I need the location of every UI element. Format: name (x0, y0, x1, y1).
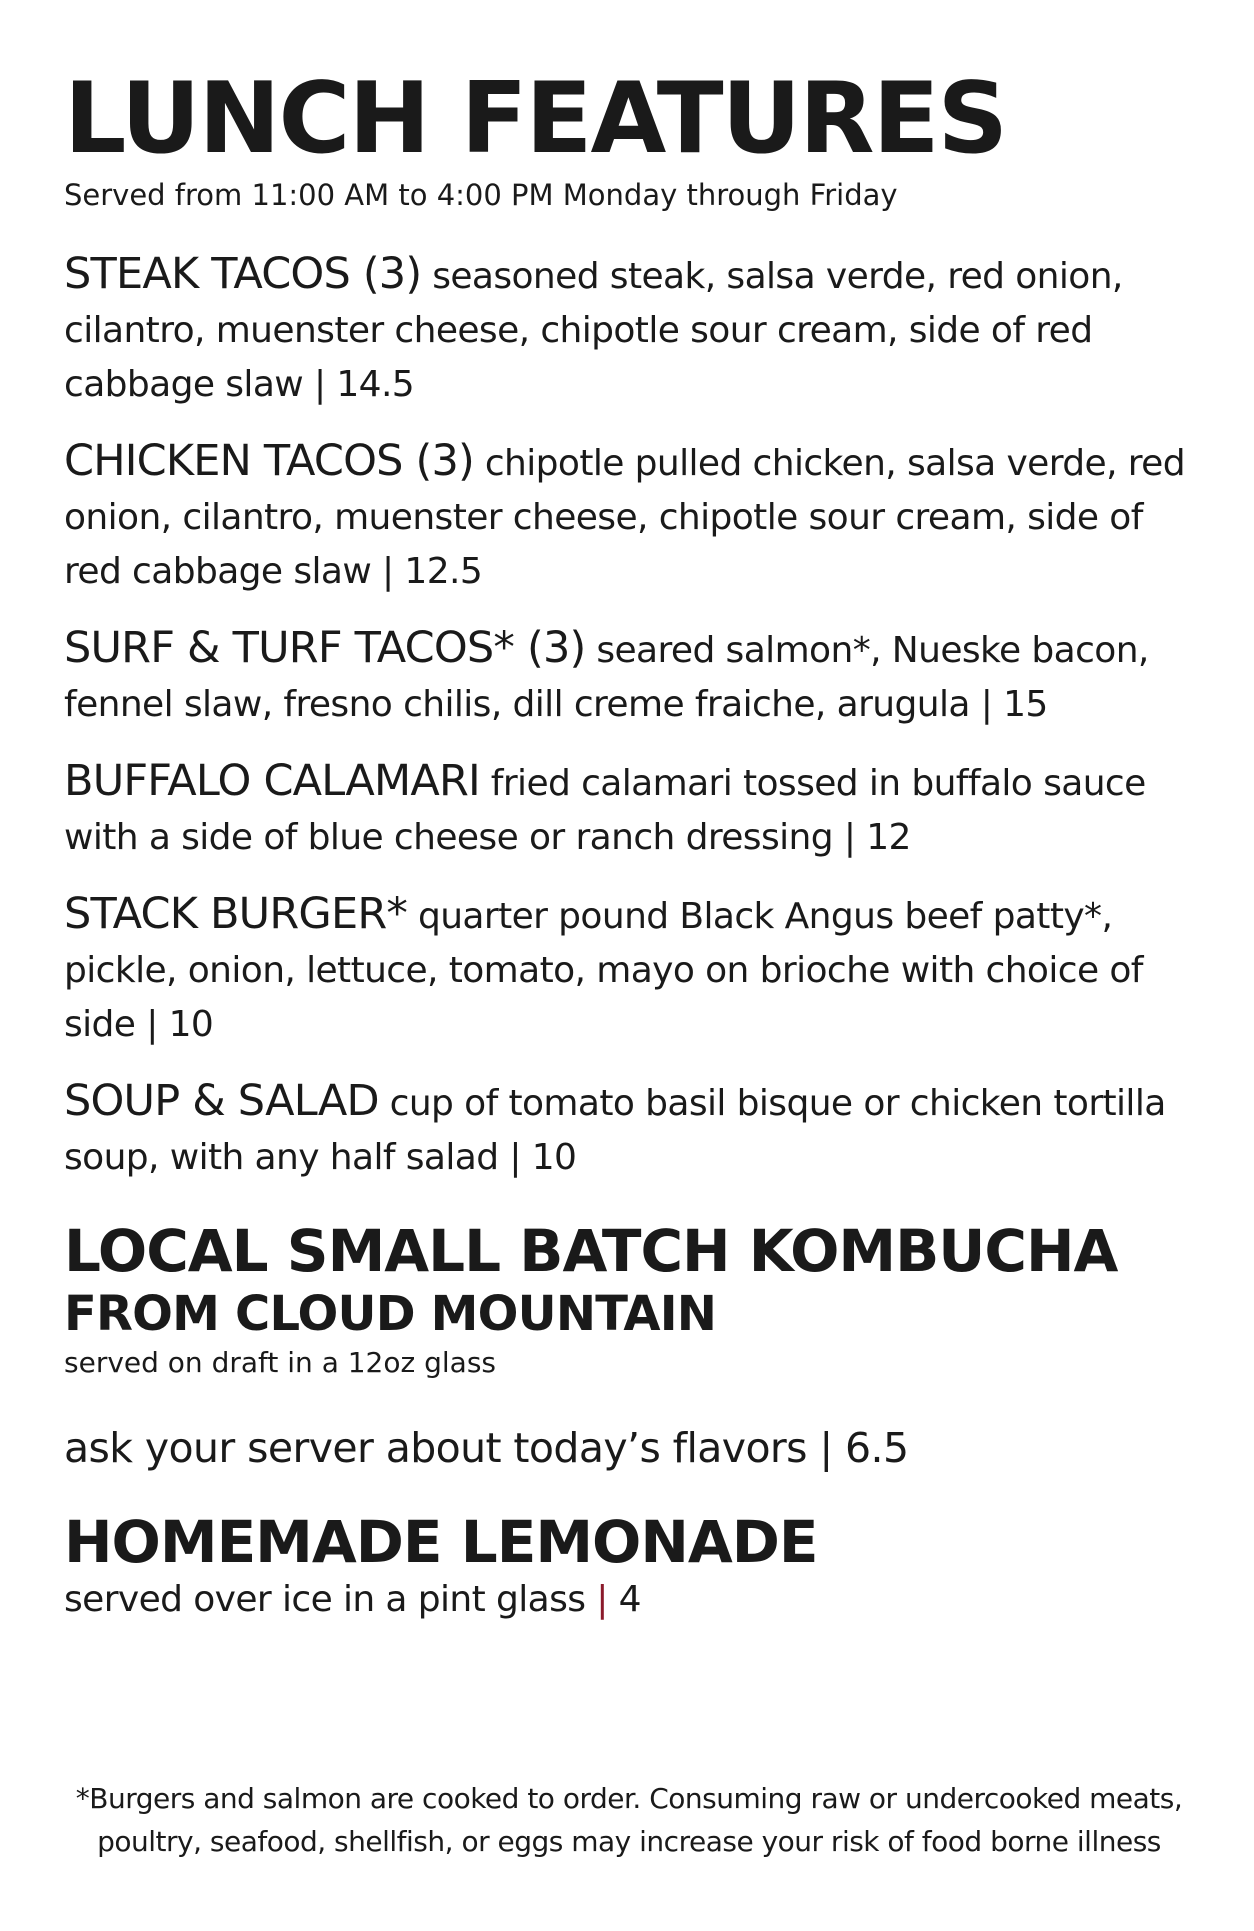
menu-item-name: STEAK TACOS (3) (64, 248, 422, 299)
footnote-line-1: *Burgers and salmon are cooked to order. Consuming raw or undercooked meats, (75, 1782, 1183, 1815)
menu-item-price: 14.5 (336, 363, 415, 405)
menu-item-stack-burger (64, 887, 1194, 1052)
footnote-line-2: poultry, seafood, shellfish, or eggs may increase your risk of food borne illness (97, 1825, 1161, 1858)
kombucha-title: LOCAL SMALL BATCH KOMBUCHA (64, 1216, 1118, 1285)
menu-item-surf-turf-tacos (64, 621, 1194, 732)
menu-content (64, 62, 1194, 1620)
lunch-items-list (64, 247, 1194, 1185)
menu-item-name: CHICKEN TACOS (3) (64, 435, 474, 486)
menu-item-name: SOUP & SALAD (64, 1075, 379, 1126)
kombucha-ask-line (64, 1424, 1194, 1472)
price-separator: | (382, 550, 394, 592)
menu-item-chicken-tacos (64, 434, 1194, 599)
lemonade-section (64, 1508, 1194, 1620)
kombucha-section (64, 1216, 1194, 1473)
menu-item-description: seared salmon*, Nueske bacon, fennel slaw, fresno chilis, dill creme fraiche, arugula (64, 629, 1149, 725)
lemonade-title: HOMEMADE LEMONADE (64, 1508, 818, 1577)
menu-item-description: cup of tomato basil bisque or chicken tortilla soup, with any half salad (64, 1082, 1166, 1178)
menu-item-name: BUFFALO CALAMARI (64, 755, 480, 806)
menu-item-price: 10 (531, 1136, 577, 1178)
kombucha-ask-text: ask your server about today’s flavors (64, 1424, 807, 1473)
menu-item-soup-salad (64, 1074, 1194, 1185)
menu-item-price: 10 (168, 1003, 214, 1045)
kombucha-subtitle: FROM CLOUD MOUNTAIN (64, 1285, 717, 1342)
menu-item-description: seasoned steak, salsa verde, red onion, cilantro, muenster cheese, chipotle sour cream, side of red cabbage slaw (64, 255, 1123, 405)
menu-item-price: 12.5 (404, 550, 483, 592)
menu-item-description: quarter pound Black Angus beef patty*, pickle, onion, lettuce, tomato, mayo on brioche with choice of side (64, 895, 1143, 1045)
kombucha-price: 6.5 (845, 1424, 909, 1473)
menu-item-name: STACK BURGER* (64, 888, 408, 939)
serving-hours: Served from 11:00 AM to 4:00 PM Monday through Friday (64, 178, 898, 212)
kombucha-serving-note: served on draft in a 12oz glass (64, 1346, 496, 1380)
menu-item-name: SURF & TURF TACOS* (3) (64, 622, 586, 673)
lemonade-description: served over ice in a pint glass (64, 1578, 586, 1620)
price-separator: | (980, 683, 993, 725)
price-separator: | (596, 1578, 608, 1620)
menu-item-description: chipotle pulled chicken, salsa verde, red onion, cilantro, muenster cheese, chipotle sour cream, side of red cabbage slaw (64, 442, 1185, 592)
page-title: LUNCH FEATURES (64, 62, 1007, 176)
menu-item-steak-tacos (64, 247, 1194, 412)
lemonade-price: 4 (618, 1578, 641, 1620)
menu-item-description: fried calamari tossed in buffalo sauce with a side of blue cheese or ranch dressing (64, 762, 1146, 858)
price-separator: | (509, 1136, 521, 1178)
price-separator: | (146, 1003, 158, 1045)
menu-item-price: 15 (1003, 683, 1048, 725)
menu-item-price: 12 (866, 816, 911, 858)
price-separator: | (843, 816, 856, 858)
price-separator: | (819, 1424, 833, 1473)
menu-item-buffalo-calamari (64, 754, 1194, 865)
price-separator: | (313, 363, 326, 405)
food-safety-footnote (64, 1777, 1194, 1863)
lemonade-line (64, 1579, 1194, 1620)
